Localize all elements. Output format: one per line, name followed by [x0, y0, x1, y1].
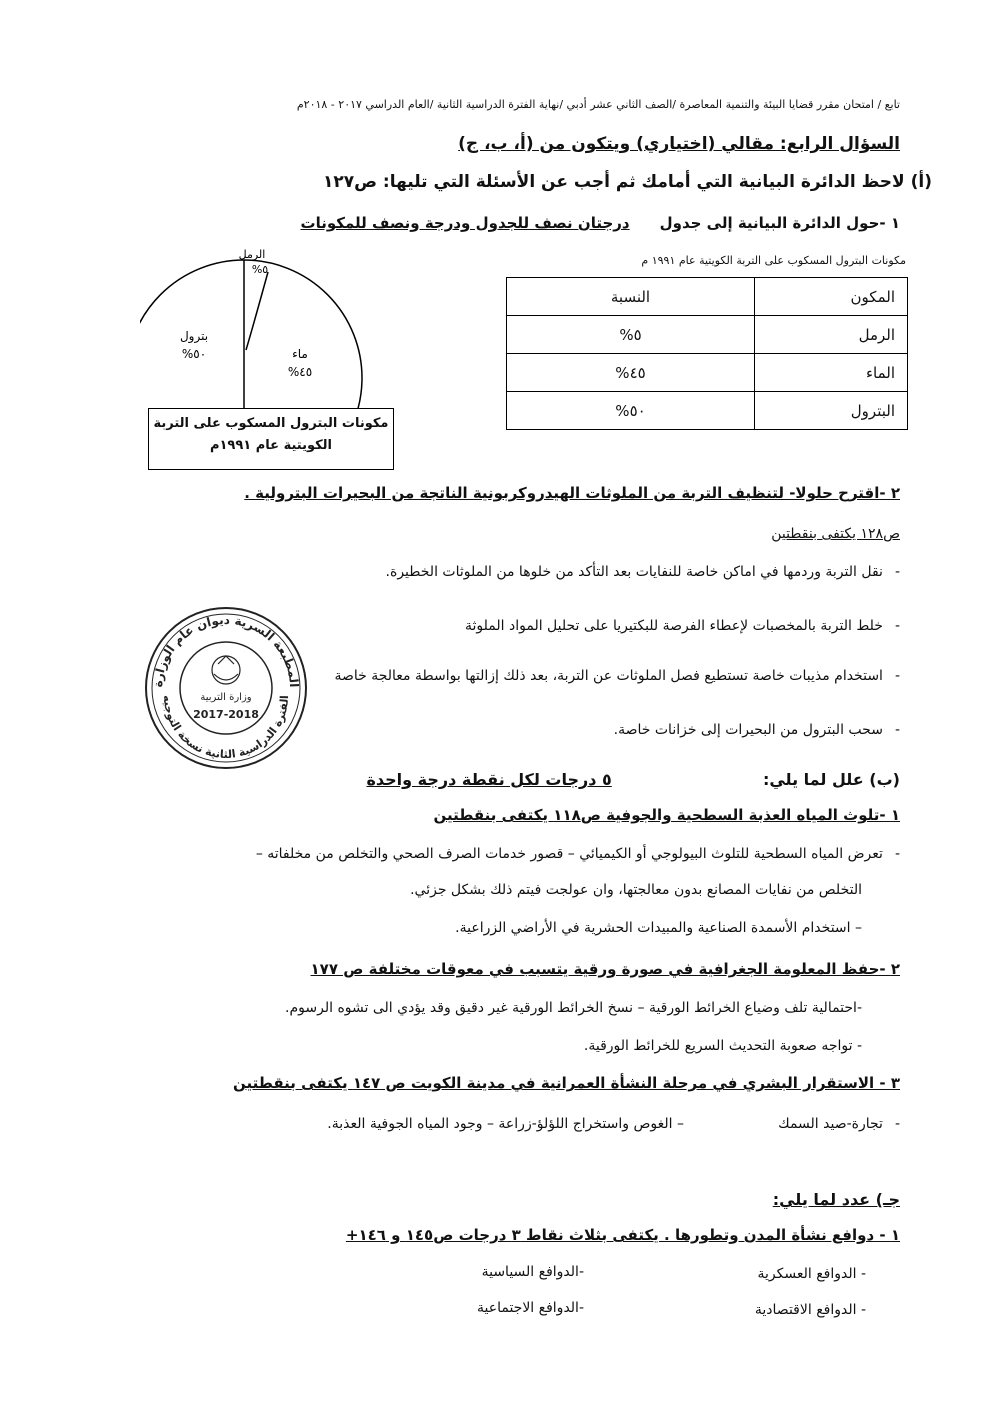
part-b-title-row [40, 770, 900, 789]
table-cell: البترول [755, 392, 908, 430]
list-item: -الدوافع الاجتماعية [477, 1300, 584, 1316]
pie-value-water: ٤٥% [287, 365, 313, 379]
pie-divider-sand [246, 272, 268, 350]
pie-caption-line2: الكويتية عام ١٩٩١م [209, 438, 333, 453]
stamp-bottom-text: الفترة الدراسية الثانية نسخة التوجيه [160, 694, 292, 761]
part-a-q1-marks: درجتان نصف للجدول ودرجة ونصف للمكونات [300, 214, 630, 232]
list-item: -نقل التربة وردمها في اماكن خاصة للنفايات بعد التأكد من خلوها من الملوثات الخطيرة. [385, 564, 900, 580]
part-b-marks: ٥ درجات لكل نقطة درجة واحدة [366, 770, 612, 789]
table-row [507, 316, 908, 354]
table-row [507, 354, 908, 392]
part-a-title: (أ) لاحظ الدائرة البيانية التي أمامك ثم أجب عن الأسئلة التي تليها: ص١٢٧ [322, 172, 932, 192]
list-item-text: -احتمالية تلف وضياع الخرائط الورقية – نسخ الخرائط الورقية غير دقيق وقد يؤدي الى تشوه الرسوم. [285, 1000, 862, 1016]
pie-label-water: ماء [292, 347, 308, 361]
list-item-text: تعرض المياه السطحية للتلوث البيولوجي أو الكيميائي – قصور خدمات الصرف الصحي والتخلص من مخلفاته – [255, 846, 883, 862]
part-b-item3-heading: ٣ - الاستقرار البشري في مرحلة النشأة العمرانية في مدينة الكويت ص ١٤٧ يكتفى بنقطتين [233, 1074, 900, 1092]
part-a-q2: ٢ -اقترح حلولا- لتنظيف التربة من الملوثات الهيدروكربونية الناتجة من البحيرات البترولية . [244, 484, 900, 502]
stamp-inner-text: وزارة التربية [200, 692, 252, 703]
pie-value-oil: ٥٠% [181, 347, 207, 361]
pie-caption-line1: مكونات البترول المسكوب على التربة [153, 416, 389, 431]
list-item: -استخدام مذيبات خاصة تستطيع فصل الملوثات عن التربة، بعد ذلك إزالتها بواسطة معالجة خاصة [334, 668, 900, 684]
list-item-text: – الغوص واستخراج اللؤلؤ-زراعة – وجود المياه الجوفية العذبة. [327, 1116, 684, 1132]
stamp-top-text: المطبعة السرية ديوان عام الوزارة [150, 612, 302, 688]
list-item-text: استخدام مذيبات خاصة تستطيع فصل الملوثات عن التربة، بعد ذلك إزالتها بواسطة معالجة خاصة [334, 668, 883, 684]
stamp-year: 2017-2018 [193, 708, 259, 721]
part-b-item1-heading: ١ -تلوث المياه العذبة السطحية والجوفية ص١١٨ يكتفى بنقطتين [433, 806, 900, 824]
pie-caption [148, 408, 394, 470]
part-c-q1: ١ - دوافع نشأة المدن وتطورها . يكتفى بثلاث نقاط ٣ درجات ص١٤٥ و ١٤٦+ [345, 1226, 900, 1244]
svg-text:الفترة الدراسية الثانية نسخة ا [161, 695, 291, 761]
list-item: -الدوافع السياسية [481, 1264, 584, 1280]
list-item-text: سحب البترول من البحيرات إلى خزانات خاصة. [613, 722, 883, 738]
list-item: -تجارة-صيد السمك [778, 1116, 900, 1132]
list-item: - الدوافع العسكرية [757, 1266, 866, 1282]
list-item-text: – استخدام الأسمدة الصناعية والمبيدات الحشرية في الأراضي الزراعية. [455, 920, 862, 936]
table-cell: الرمل [755, 316, 908, 354]
part-a-q2-page: ص١٢٨ يكتفى بنقطتين [771, 526, 900, 542]
table-cell: ٥٠% [507, 392, 755, 430]
pie-label-oil: بترول [179, 329, 209, 343]
list-item-text: - تواجه صعوبة التحديث السريع للخرائط الورقية. [583, 1038, 862, 1054]
list-item-text: نقل التربة وردمها في اماكن خاصة للنفايات بعد التأكد من خلوها من الملوثات الخطيرة. [385, 564, 883, 580]
list-item: -تعرض المياه السطحية للتلوث البيولوجي أو الكيميائي – قصور خدمات الصرف الصحي والتخلص من مخلفاته – [255, 846, 900, 862]
part-a-q1 [90, 214, 900, 232]
list-item: -خلط التربة بالمخصبات لإعطاء الفرصة للبكتيريا على تحليل المواد الملوثة [465, 618, 900, 634]
part-b-item2-heading: ٢ -حفظ المعلومة الجغرافية في صورة ورقية يتسبب في معوقات مختلفة ص ١٧٧ [310, 960, 900, 978]
list-item-text: تجارة-صيد السمك [778, 1116, 883, 1132]
table-title: مكونات البترول المسكوب على التربة الكويتية عام ١٩٩١ م [641, 254, 906, 267]
exam-header: تابع / امتحان مقرر قضايا البيئة والتنمية المعاصرة /الصف الثاني عشر أدبي /نهاية الفترة الدراسية الثانية /العام الدراسي ٢٠١٧ - ٢٠١٨م [296, 98, 900, 111]
table-header-component: المكون [755, 278, 908, 316]
part-c-title: جـ) عدد لما يلي: [772, 1190, 900, 1209]
table-header-percentage: النسبة [507, 278, 755, 316]
table-cell: ٤٥% [507, 354, 755, 392]
pie-value-sand: ٥% [251, 263, 269, 276]
list-item: -سحب البترول من البحيرات إلى خزانات خاصة. [613, 722, 900, 738]
list-item: - الدوافع الاقتصادية [754, 1302, 866, 1318]
part-a-q1-text: ١ -حول الدائرة البيانية إلى جدول [659, 214, 900, 232]
list-item-text: التخلص من نفايات المصانع بدون معالجتها، وان عولجت فيتم ذلك بشكل جزئي. [410, 882, 862, 898]
question-4-title: السؤال الرابع: مقالي (اختياري) ويتكون من (أ، ب، ج) [458, 134, 900, 154]
pie-label-sand: الرمل [238, 248, 266, 261]
table-header-row [507, 278, 908, 316]
table-cell: ٥% [507, 316, 755, 354]
list-item-text: خلط التربة بالمخصبات لإعطاء الفرصة للبكتيريا على تحليل المواد الملوثة [465, 618, 883, 634]
svg-text:المطبعة السرية ديوان عام الوزا [151, 613, 301, 688]
table-row [507, 392, 908, 430]
part-b-title: (ب) علل لما يلي: [762, 770, 900, 789]
components-table [506, 277, 908, 430]
emblem-icon [212, 656, 240, 684]
ministry-stamp [142, 604, 310, 772]
table-cell: الماء [755, 354, 908, 392]
